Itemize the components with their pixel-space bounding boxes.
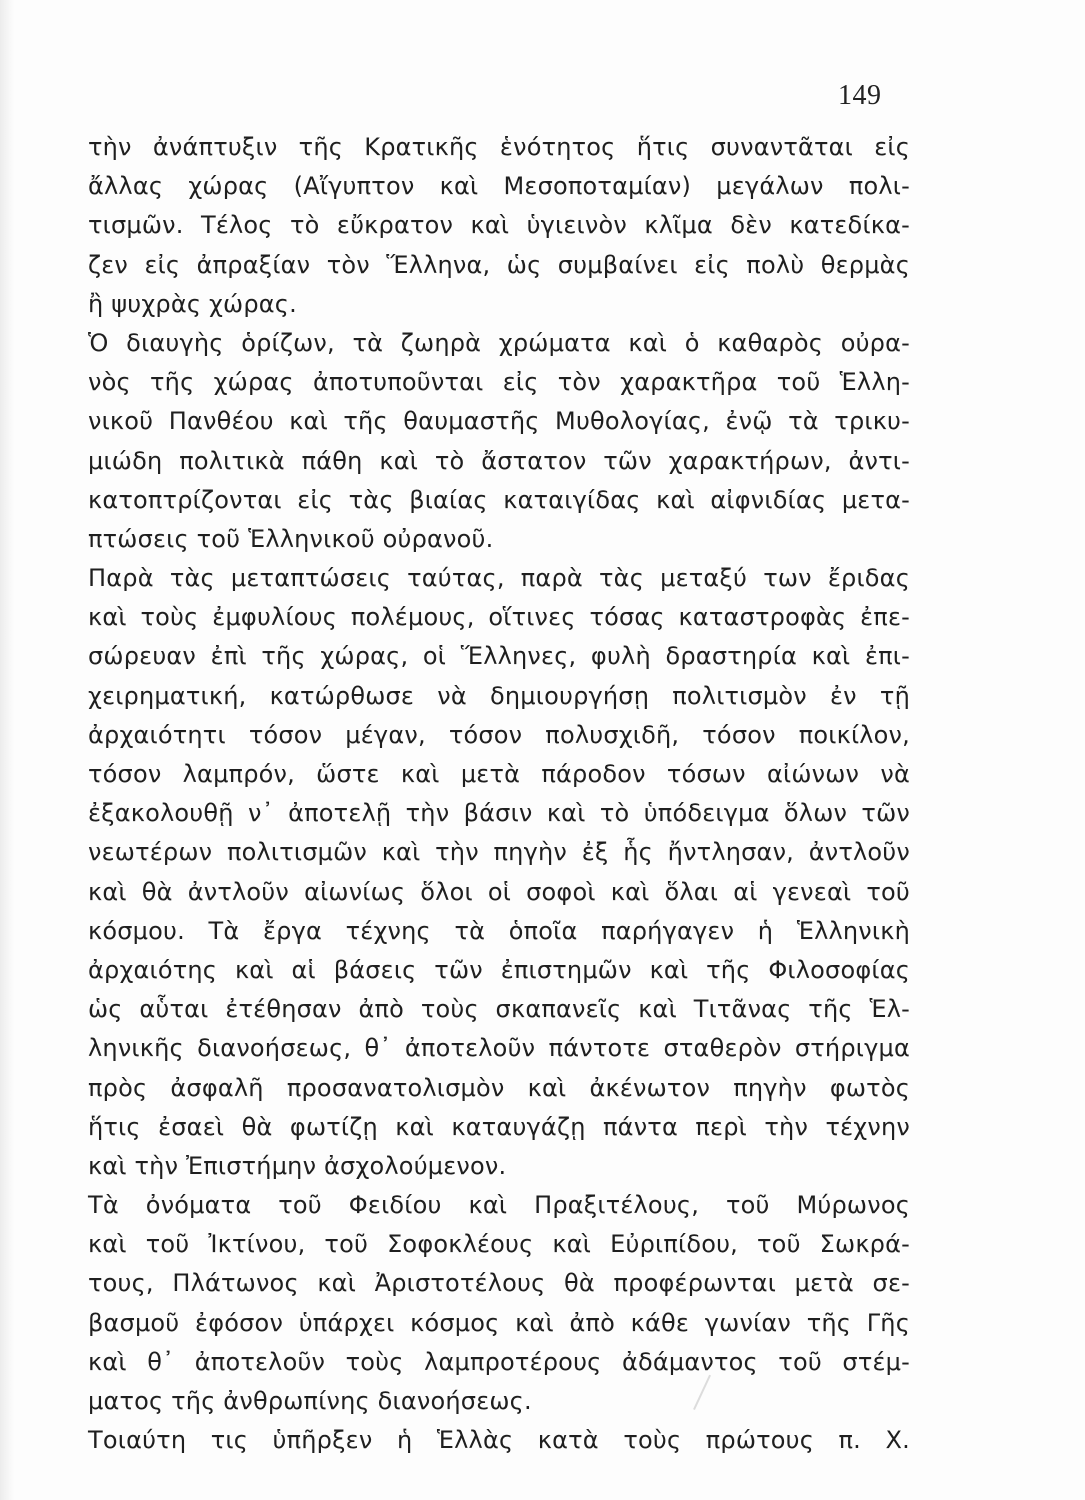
text-line: τόσον λαμπρόν, ὥστε καὶ μετὰ πάροδον τόσων αἰώνων νὰ: [88, 760, 910, 788]
text-line: βασμοῦ ἐφόσον ὑπάρχει κόσμος καὶ ἀπὸ κάθε γωνίαν τῆς Γῆς: [88, 1308, 910, 1337]
text-line: Παρὰ τὰς μεταπτώσεις ταύτας, παρὰ τὰς μεταξύ των ἔριδας: [88, 564, 910, 593]
page-edge-shadow: [0, 0, 14, 1500]
text-line: Τοιαύτη τις ὑπῆρξεν ἡ Ἑλλὰς κατὰ τοὺς πρώτους π. Χ.: [88, 1426, 910, 1455]
text-line: ἐξακολουθῇ ν᾿ ἀποτελῇ τὴν βάσιν καὶ τὸ ὑπόδειγμα ὅλων τῶν: [88, 799, 910, 828]
text-line: ὡς αὗται ἐτέθησαν ἀπὸ τοὺς σκαπανεῖς καὶ Τιτᾶνας τῆς Ἑλ-: [88, 995, 910, 1024]
text-line: Τὰ ὀνόματα τοῦ Φειδίου καὶ Πραξιτέλους, τοῦ Μύρωνος: [88, 1191, 910, 1220]
text-line: πρὸς ἀσφαλῆ προσανατολισμὸν καὶ ἀκένωτον πηγὴν φωτὸς: [88, 1073, 910, 1102]
text-line: ἀρχαιότητι τόσον μέγαν, τόσον πολυσχιδῆ, τόσον ποικίλον,: [88, 720, 910, 749]
text-line: χειρηματική, κατώρθωσε νὰ δημιουργήσῃ πολιτισμὸν ἐν τῇ: [88, 681, 910, 710]
page-number: 149: [838, 80, 882, 111]
text-line: ἀρχαιότης καὶ αἱ βάσεις τῶν ἐπιστημῶν καὶ τῆς Φιλοσοφίας: [88, 955, 910, 984]
text-line: τους, Πλάτωνος καὶ Ἀριστοτέλους θὰ προφέρωνται μετὰ σε-: [88, 1269, 910, 1298]
text-line: μιώδη πολιτικὰ πάθη καὶ τὸ ἄστατον τῶν χαρακτήρων, ἀντι-: [88, 446, 910, 475]
text-line: καὶ τοῦ Ἰκτίνου, τοῦ Σοφοκλέους καὶ Εὐριπίδου, τοῦ Σωκρά-: [88, 1230, 910, 1259]
text-line: νεωτέρων πολιτισμῶν καὶ τὴν πηγὴν ἐξ ἧς ἤντλησαν, ἀντλοῦν: [88, 838, 910, 867]
text-line: ληνικῆς διανοήσεως, θ᾿ ἀποτελοῦν πάντοτε σταθερὸν στήριγμα: [88, 1034, 910, 1063]
text-line: σώρευαν ἐπὶ τῆς χώρας, οἱ Ἕλληνες, φυλὴ δραστηρία καὶ ἐπι-: [88, 642, 910, 671]
text-line: καὶ τὴν Ἐπιστήμην ἀσχολούμενον.: [88, 1151, 507, 1180]
text-line: ἄλλας χώρας (Αἴγυπτον καὶ Μεσοποταμίαν) μεγάλων πολι-: [88, 172, 910, 201]
text-line: πτώσεις τοῦ Ἑλληνικοῦ οὐρανοῦ.: [88, 524, 494, 553]
text-line: κόσμου. Τὰ ἔργα τέχνης τὰ ὁποῖα παρήγαγεν ἡ Ἑλληνικὴ: [88, 916, 910, 945]
text-line: νικοῦ Πανθέου καὶ τῆς θαυμαστῆς Μυθολογίας, ἐνῷ τὰ τρικυ-: [88, 407, 910, 436]
text-line: Ὁ διαυγὴς ὁρίζων, τὰ ζωηρὰ χρώματα καὶ ὁ καθαρὸς οὐρα-: [88, 328, 910, 357]
text-line: ἢ ψυχρὰς χώρας.: [88, 289, 297, 318]
text-line: καὶ θὰ ἀντλοῦν αἰωνίως ὅλοι οἱ σοφοὶ καὶ ὅλαι αἱ γενεαὶ τοῦ: [88, 877, 910, 906]
text-line: ζεν εἰς ἀπραξίαν τὸν Ἕλληνα, ὡς συμβαίνει εἰς πολὺ θερμὰς: [88, 250, 910, 279]
text-line: καὶ θ᾿ ἀποτελοῦν τοὺς λαμπροτέρους ἀδάμαντος τοῦ στέμ-: [88, 1347, 910, 1376]
text-line: τὴν ἀνάπτυξιν τῆς Κρατικῆς ἑνότητος ἥτις συναντᾶται εἰς: [88, 133, 910, 161]
text-line: καὶ τοὺς ἐμφυλίους πολέμους, οἵτινες τόσας καταστροφὰς ἐπε-: [88, 603, 910, 632]
text-line: ἥτις ἐσαεὶ θὰ φωτίζῃ καὶ καταυγάζῃ πάντα περὶ τὴν τέχνην: [88, 1112, 910, 1141]
body-text: [88, 128, 910, 1460]
text-line: νὸς τῆς χώρας ἀποτυποῦνται εἰς τὸν χαρακτῆρα τοῦ Ἑλλη-: [88, 368, 910, 397]
text-line: ματος τῆς ἀνθρωπίνης διανοήσεως.: [88, 1387, 532, 1415]
text-line: κατοπτρίζονται εἰς τὰς βιαίας καταιγίδας καὶ αἰφνιδίας μετα-: [88, 485, 910, 514]
text-line: τισμῶν. Τέλος τὸ εὔκρατον καὶ ὑγιεινὸν κλῖμα δὲν κατεδίκα-: [88, 211, 910, 240]
